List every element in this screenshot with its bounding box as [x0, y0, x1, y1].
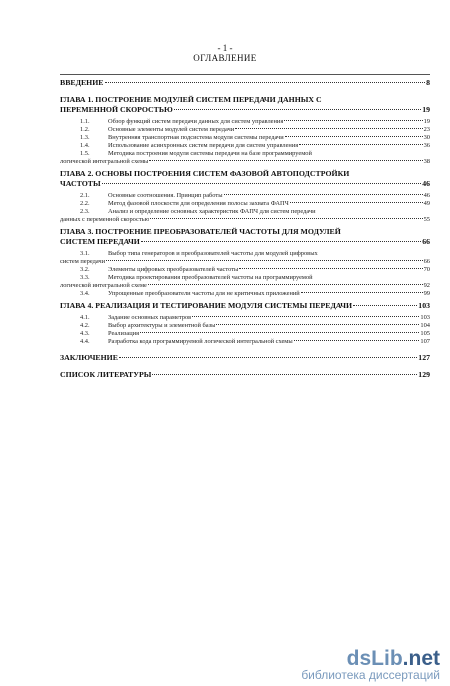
toc-section	[60, 338, 430, 346]
toc-section	[60, 126, 430, 134]
section-number: 1.3.	[80, 134, 90, 141]
leader-dots	[152, 374, 417, 375]
chapter-1-sections	[60, 118, 430, 166]
table-of-contents	[60, 78, 430, 380]
chapter-3-title-cont: СИСТЕМ ПЕРЕДАЧИ	[60, 237, 140, 246]
section-title: Задание основных параметров	[108, 314, 192, 321]
section-title: Элементы цифровых преобразователей частоты	[108, 266, 239, 273]
leader-dots	[148, 284, 423, 285]
toc-section	[60, 266, 430, 274]
toc-section	[60, 274, 430, 290]
section-title: Выбор архитектуры и элементной базы	[108, 322, 216, 329]
toc-chapter-1	[60, 95, 430, 115]
toc-section	[60, 290, 430, 298]
section-page: 99	[423, 290, 430, 297]
section-title-cont: данных с переменной скоростью	[60, 216, 150, 223]
toc-section	[60, 330, 430, 338]
page-number: - 1 -	[217, 43, 233, 53]
chapter-1-title-cont: ПЕРЕМЕННОЙ СКОРОСТЬЮ	[60, 105, 173, 114]
toc-section	[60, 192, 430, 200]
toc-references-label: СПИСОК ЛИТЕРАТУРЫ	[60, 370, 152, 379]
toc-references	[60, 370, 430, 380]
chapter-2-title-cont: ЧАСТОТЫ	[60, 179, 101, 188]
section-page: 36	[423, 142, 430, 149]
section-title: Выбор типа генераторов и преобразователей частоты для модулей цифровых	[108, 250, 318, 257]
toc-chapter-4	[60, 301, 430, 311]
leader-dots	[284, 120, 422, 121]
leader-dots	[235, 128, 422, 129]
toc-section	[60, 322, 430, 330]
leader-dots	[192, 316, 419, 317]
chapter-2-page: 46	[422, 179, 430, 188]
toc-section	[60, 134, 430, 142]
section-page: 66	[423, 258, 430, 265]
chapter-1-title: ГЛАВА 1. ПОСТРОЕНИЕ МОДУЛЕЙ СИСТЕМ ПЕРЕДАЧИ ДАННЫХ С	[60, 95, 322, 104]
section-number: 3.2.	[80, 266, 90, 273]
chapter-4-page: 103	[418, 301, 430, 310]
toc-section	[60, 142, 430, 150]
leader-dots	[140, 332, 419, 333]
leader-dots	[106, 260, 423, 261]
section-page: 49	[423, 200, 430, 207]
watermark-logo-main: dsLib	[346, 647, 403, 670]
toc-conclusion	[60, 353, 430, 363]
section-title-cont: логической интегральной схемы	[60, 158, 149, 165]
section-title: Метод фазовой плоскости для определения полосы захвата ФАПЧ	[108, 200, 289, 207]
toc-intro-label: ВВЕДЕНИЕ	[60, 78, 104, 87]
section-number: 1.1.	[80, 118, 90, 125]
section-page: 23	[423, 126, 430, 133]
leader-dots	[102, 183, 422, 184]
section-number: 4.4.	[80, 338, 90, 345]
section-page: 92	[423, 282, 430, 289]
section-title: Упрощенные преобразователи частоты для не критичных приложений	[108, 290, 300, 297]
section-number: 3.4.	[80, 290, 90, 297]
leader-dots	[301, 292, 423, 293]
toc-chapter-3	[60, 227, 430, 247]
leader-dots	[216, 324, 419, 325]
page-title: ОГЛАВЛЕНИЕ	[193, 53, 257, 63]
toc-conclusion-page: 127	[418, 353, 430, 362]
section-title: Основные элементы модулей систем передачи	[108, 126, 235, 133]
section-page: 103	[420, 314, 430, 321]
section-title: Анализ и определение основных характеристик ФАПЧ для систем передачи	[108, 208, 316, 215]
section-number: 2.2.	[80, 200, 90, 207]
toc-section	[60, 250, 430, 266]
leader-dots	[149, 160, 422, 161]
section-number: 4.3.	[80, 330, 90, 337]
chapter-3-sections	[60, 250, 430, 298]
leader-dots	[299, 144, 422, 145]
leader-dots	[290, 202, 423, 203]
section-number: 1.4.	[80, 142, 90, 149]
section-page: 55	[423, 216, 430, 223]
section-title: Методика проектирования преобразователей частоты на программируемой	[108, 274, 313, 281]
site-watermark	[301, 647, 440, 682]
leader-dots	[353, 305, 417, 306]
section-title: Разработка кода программируемой логической интегральной схемы	[108, 338, 293, 345]
leader-dots	[150, 218, 422, 219]
toc-section	[60, 200, 430, 208]
toc-chapter-2	[60, 169, 430, 189]
toc-intro-page: 8	[426, 78, 430, 87]
section-page: 104	[420, 322, 430, 329]
toc-section	[60, 150, 430, 166]
section-title-cont: систем передачи	[60, 258, 106, 265]
section-title-cont: логической интегральной схеме	[60, 282, 147, 289]
section-number: 1.5.	[80, 150, 90, 157]
section-page: 19	[423, 118, 430, 125]
toc-section	[60, 314, 430, 322]
section-page: 46	[423, 192, 430, 199]
section-page: 107	[420, 338, 430, 345]
watermark-logo-tld: .net	[402, 647, 440, 670]
section-title: Методика построения модуля системы передачи на базе программируемой	[108, 150, 312, 157]
leader-dots	[239, 268, 422, 269]
toc-section	[60, 208, 430, 224]
chapter-2-sections	[60, 192, 430, 224]
toc-references-page: 129	[418, 370, 430, 379]
top-rule	[60, 74, 430, 75]
section-number: 3.1.	[80, 250, 90, 257]
leader-dots	[285, 136, 423, 137]
section-number: 1.2.	[80, 126, 90, 133]
section-number: 4.2.	[80, 322, 90, 329]
chapter-4-sections	[60, 314, 430, 346]
leader-dots	[105, 82, 426, 83]
section-title: Реализация	[108, 330, 140, 337]
chapter-1-page: 19	[422, 105, 430, 114]
section-title: Обзор функций систем передачи данных для систем управления	[108, 118, 284, 125]
section-number: 2.1.	[80, 192, 90, 199]
section-number: 2.3.	[80, 208, 90, 215]
section-number: 3.3.	[80, 274, 90, 281]
section-title: Основные соотношения. Принцип работы	[108, 192, 223, 199]
chapter-2-title: ГЛАВА 2. ОСНОВЫ ПОСТРОЕНИЯ СИСТЕМ ФАЗОВОЙ АВТОПОДСТРОЙКИ	[60, 169, 350, 178]
toc-conclusion-label: ЗАКЛЮЧЕНИЕ	[60, 353, 118, 362]
section-page: 105	[420, 330, 430, 337]
section-page: 30	[423, 134, 430, 141]
section-title: Внутренняя транспортная подсистема модуля системы передачи	[108, 134, 284, 141]
section-title: Использование асинхронных систем передачи для систем управления	[108, 142, 299, 149]
section-number: 4.1.	[80, 314, 90, 321]
toc-intro	[60, 78, 430, 88]
section-page: 38	[423, 158, 430, 165]
leader-dots	[294, 340, 420, 341]
leader-dots	[119, 357, 417, 358]
watermark-subtitle: библиотека диссертаций	[301, 668, 440, 682]
leader-dots	[141, 241, 421, 242]
leader-dots	[224, 194, 423, 195]
leader-dots	[174, 109, 421, 110]
chapter-3-title: ГЛАВА 3. ПОСТРОЕНИЕ ПРЕОБРАЗОВАТЕЛЕЙ ЧАСТОТЫ ДЛЯ МОДУЛЕЙ	[60, 227, 341, 236]
toc-section	[60, 118, 430, 126]
chapter-4-title: ГЛАВА 4. РЕАЛИЗАЦИЯ И ТЕСТИРОВАНИЕ МОДУЛЯ СИСТЕМЫ ПЕРЕДАЧИ	[60, 301, 353, 310]
chapter-3-page: 66	[422, 237, 430, 246]
section-page: 70	[423, 266, 430, 273]
